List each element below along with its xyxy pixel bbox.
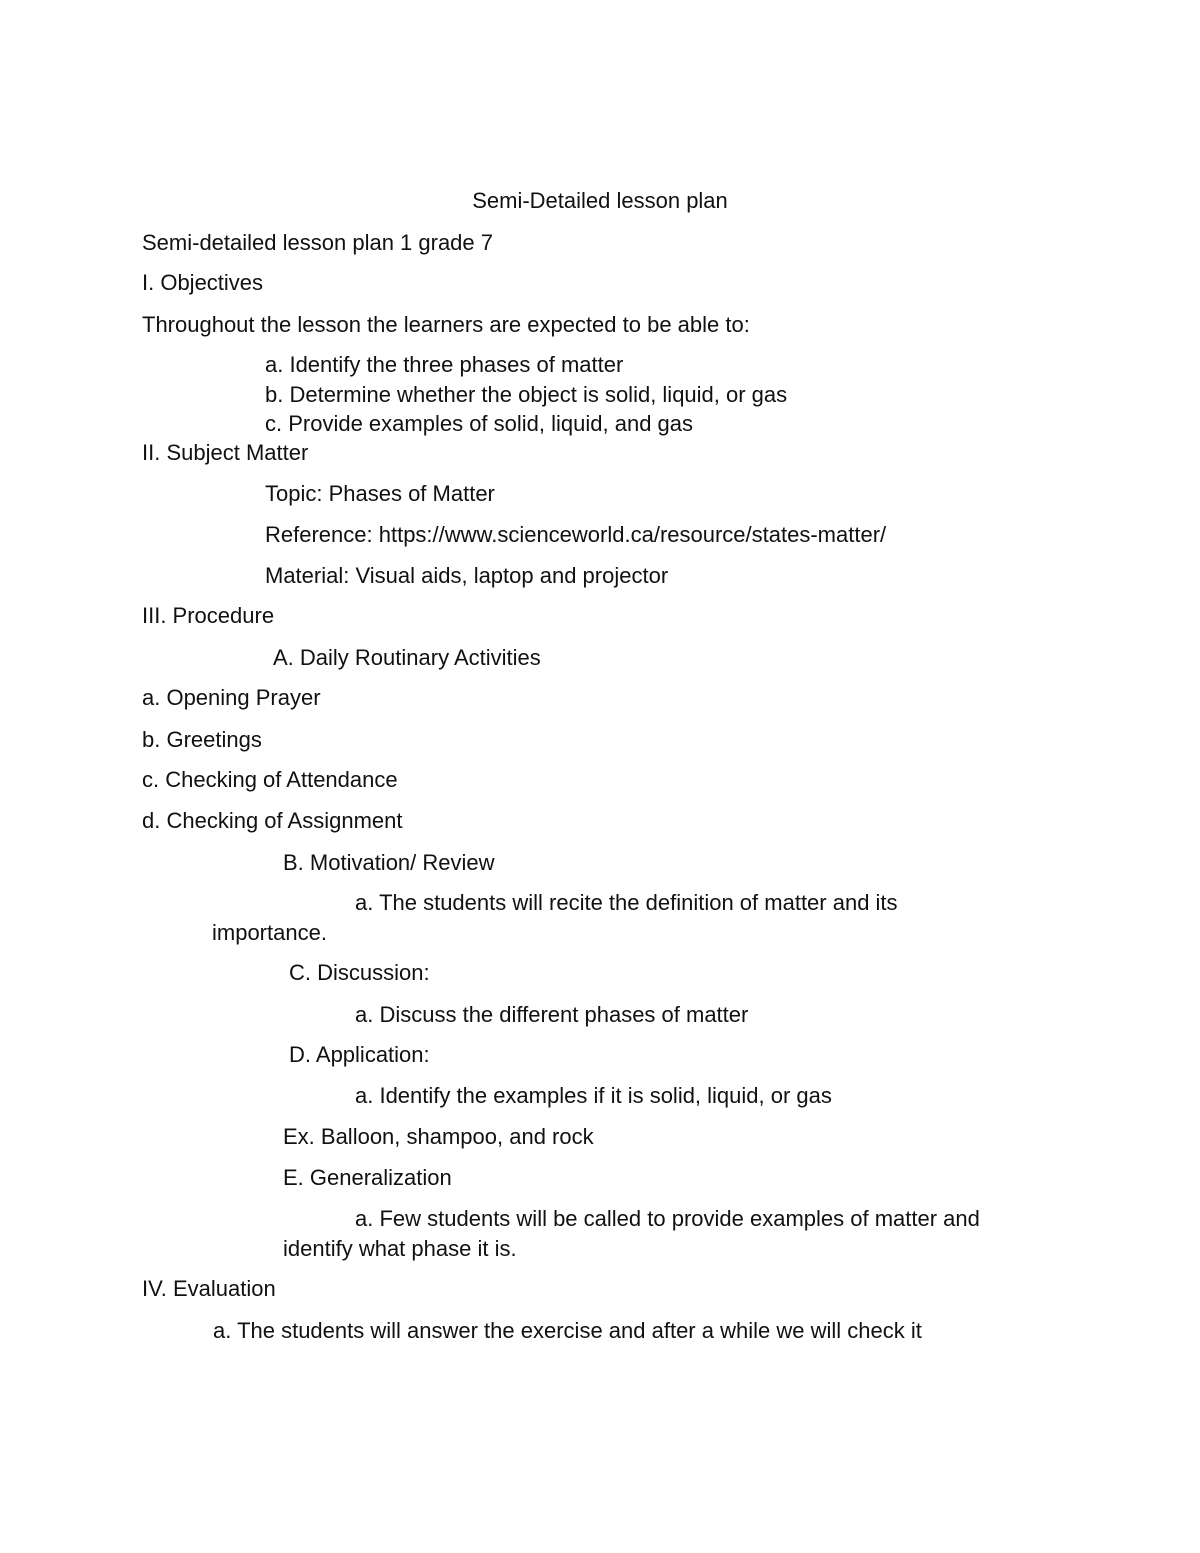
daily-activity-item: b. Greetings <box>142 727 262 752</box>
generalization-item-line2: identify what phase it is. <box>283 1236 517 1261</box>
procedure-heading: III. Procedure <box>142 603 275 628</box>
objective-item: c. Provide examples of solid, liquid, and gas <box>265 411 694 436</box>
daily-activity-item: c. Checking of Attendance <box>142 767 398 792</box>
motivation-item-line2: importance. <box>212 920 327 945</box>
subject-reference: Reference: https://www.scienceworld.ca/resource/states-matter/ <box>265 522 887 547</box>
discussion-heading: C. Discussion: <box>289 960 430 985</box>
application-example: Ex. Balloon, shampoo, and rock <box>283 1124 594 1149</box>
objective-item: b. Determine whether the object is solid, liquid, or gas <box>265 382 788 407</box>
evaluation-item: a. The students will answer the exercise and after a while we will check it <box>213 1318 922 1343</box>
motivation-heading: B. Motivation/ Review <box>283 850 495 875</box>
discussion-item: a. Discuss the different phases of matter <box>355 1002 749 1027</box>
daily-activities-heading: A. Daily Routinary Activities <box>273 645 541 670</box>
evaluation-heading: IV. Evaluation <box>142 1276 276 1301</box>
motivation-item-line1: a. The students will recite the definition of matter and its <box>355 890 898 915</box>
objectives-intro: Throughout the lesson the learners are expected to be able to: <box>142 312 750 337</box>
document-subtitle: Semi-detailed lesson plan 1 grade 7 <box>142 230 494 255</box>
generalization-item-line1: a. Few students will be called to provide examples of matter and <box>355 1206 980 1231</box>
objectives-heading: I. Objectives <box>142 270 264 295</box>
subject-material: Material: Visual aids, laptop and projector <box>265 563 669 588</box>
document-title: Semi-Detailed lesson plan <box>472 188 728 213</box>
daily-activity-item: a. Opening Prayer <box>142 685 321 710</box>
application-heading: D. Application: <box>289 1042 430 1067</box>
objective-item: a. Identify the three phases of matter <box>265 352 624 377</box>
generalization-heading: E. Generalization <box>283 1165 452 1190</box>
application-item: a. Identify the examples if it is solid, liquid, or gas <box>355 1083 832 1108</box>
subject-matter-heading: II. Subject Matter <box>142 440 309 465</box>
daily-activity-item: d. Checking of Assignment <box>142 808 403 833</box>
subject-topic: Topic: Phases of Matter <box>265 481 495 506</box>
